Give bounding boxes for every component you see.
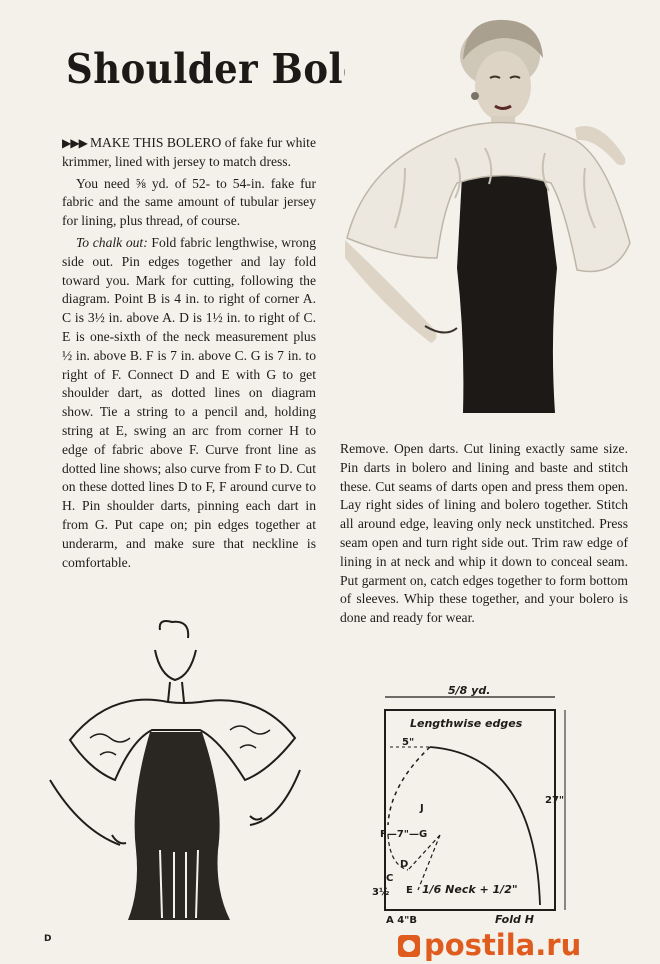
- finishing-paragraph: Remove. Open darts. Cut lining exactly same size. Pin darts in bolero and lining and baste and stitch these. Cut seams of darts open and press them open. Lay right sides of lining and bolero together. Stitch all around edge, leaving only neck unstitched. Press seam open and turn right side out. Trim raw edge of lining in at neck and whip it down to conceal seam. Put garment on, catch edges together to form bottom of sleeves. Whip these together, and your bolero is done and ready for wear.: [340, 441, 628, 626]
- diagram-edges-label: Lengthwise edges: [410, 717, 523, 730]
- intro-lead: MAKE THIS BOLERO: [89, 135, 222, 150]
- diagram-label-c: C: [386, 873, 394, 884]
- intro-rest: of fake fur white krimmer, lined with jersey to match dress.: [62, 135, 316, 169]
- triangle-arrows-icon: ▶▶▶: [62, 136, 87, 150]
- diagram-measure-7: F—7"—G: [380, 829, 428, 840]
- diagram-bottom-left: A 4"B: [386, 915, 418, 926]
- diagram-measure-3half: 3½: [372, 887, 390, 898]
- instructions-left: [62, 134, 316, 575]
- diagram-mark-j: J: [420, 803, 424, 814]
- chalk-out-text: Fold fabric lengthwise, wrong side out. Pin edges together and lay fold toward you. Mark for cutting, following the diagram. Point B is 4 in. to right of corner A. C is 3½ in. above A. D is 1½ in. to right of C. E is one-sixth of the neck measurement plus ½ in. above B. F is 7 in. above C. G is 7 in. to right of F. Connect D and E with G to get shoulder dart, as dotted lines on diagram show. Tie a string to a pencil and, holding string at E, swing an arc from corner H to edge of fabric above F. Curve front line as dotted line shows; also curve from F to D. Cut on these dotted lines D to F, F around curve to H. Pin shoulder darts, pinning each dart in from G. Put cape on; pin edges together at underarm, and make sure that neckline is comfortable.: [62, 234, 316, 570]
- diagram-label-d: D: [400, 859, 409, 870]
- page-mark: D: [44, 934, 52, 944]
- diagram-measure-27: 27": [545, 795, 565, 806]
- cutting-diagram: [360, 685, 580, 930]
- watermark-text: postila.ru: [424, 928, 582, 962]
- diagram-fold-label: Fold H: [495, 913, 534, 926]
- diagram-label-e: E: [406, 885, 413, 896]
- diagram-neck-formula: 1/6 Neck + 1/2": [422, 883, 518, 896]
- fashion-sketch: [40, 620, 320, 920]
- diagram-measure-5: 5": [402, 737, 415, 748]
- page-title: Shoulder Bolero: [66, 44, 413, 94]
- chalk-out-label: To chalk out:: [76, 234, 148, 250]
- instructions-right: [340, 440, 628, 631]
- diagram-top-measure: 5/8 yd.: [448, 685, 491, 697]
- watermark-logo-icon: [398, 935, 420, 957]
- model-photo: [345, 8, 640, 413]
- watermark: [398, 928, 581, 962]
- materials-paragraph: You need ⅝ yd. of 52- to 54-in. fake fur fabric and the same amount of tubular jersey for lining, plus thread, of course.: [62, 175, 316, 229]
